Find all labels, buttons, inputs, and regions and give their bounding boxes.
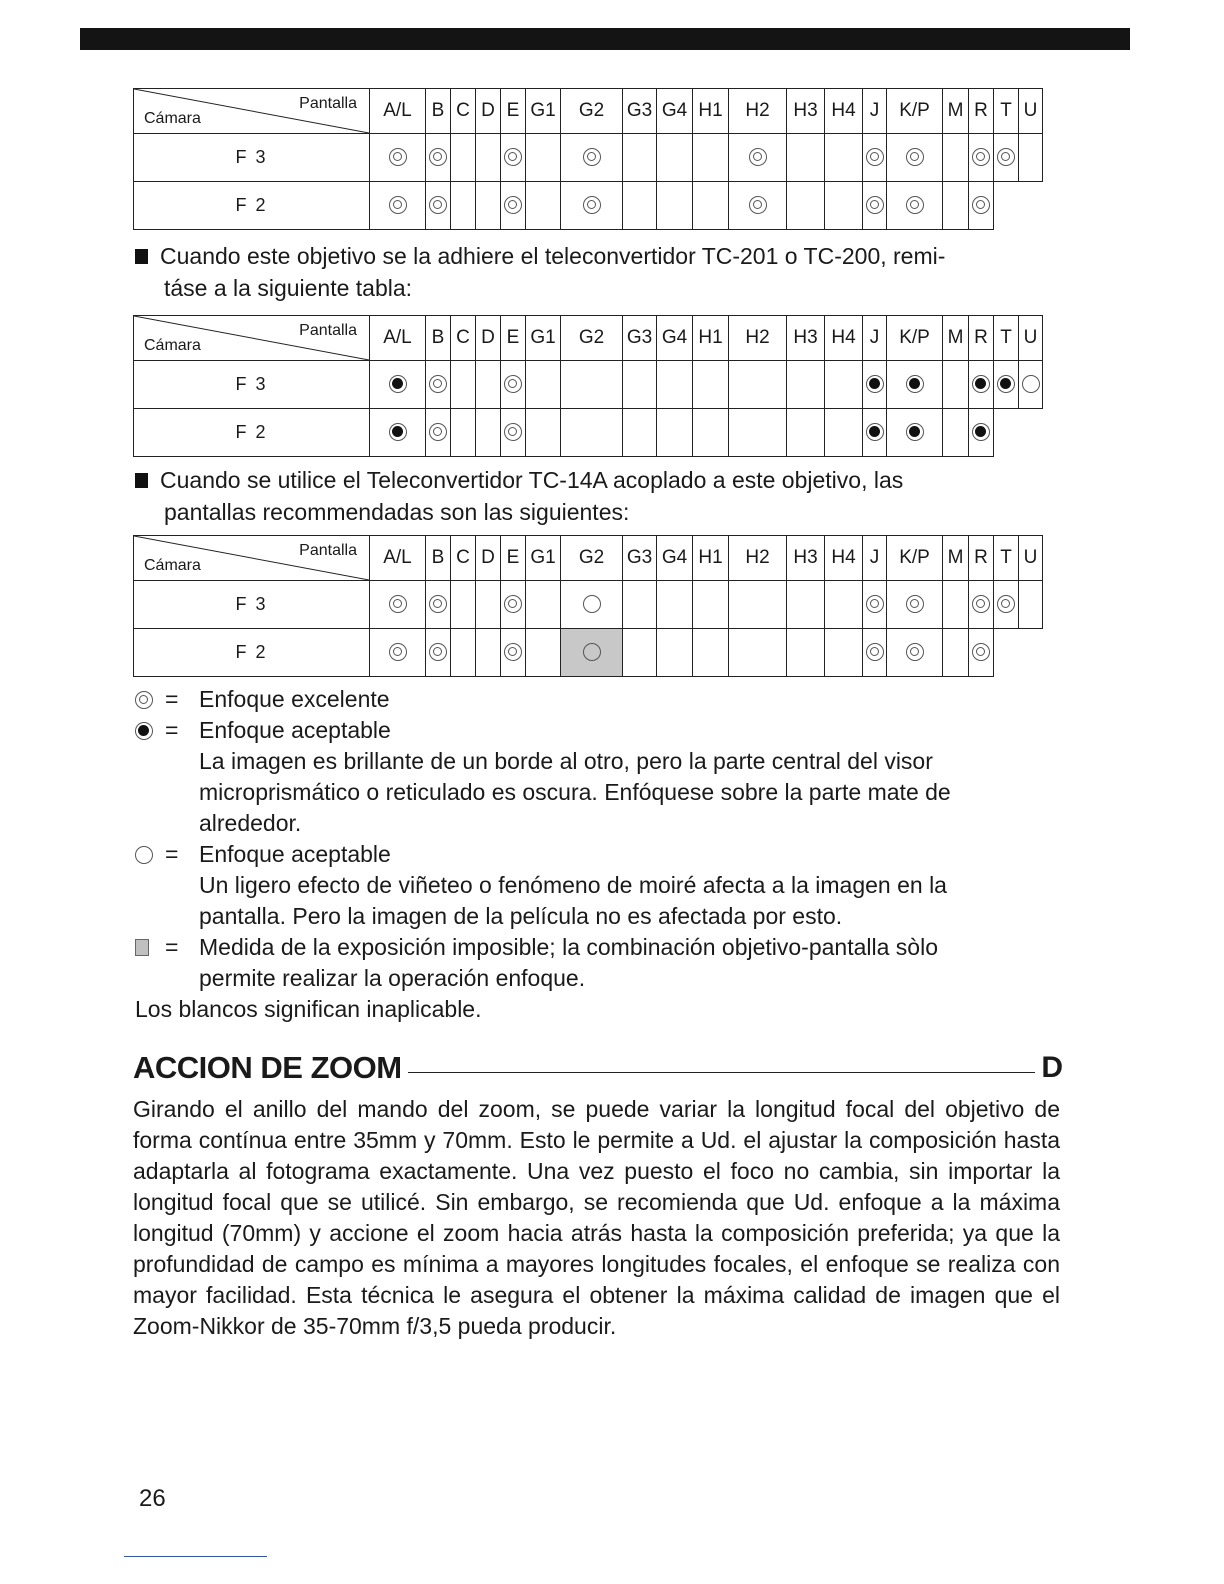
cell-r [969, 581, 994, 629]
cell-g3 [623, 182, 657, 230]
screen-header-u: U [1019, 89, 1043, 134]
excellent-focus-icon [389, 643, 407, 661]
camera-name: F 2 [134, 182, 370, 230]
cell-b [426, 361, 451, 409]
cell-c [451, 182, 476, 230]
camera-name: F 3 [134, 581, 370, 629]
cell-b [426, 134, 451, 182]
legend [135, 684, 1075, 1025]
legend-shaded: Medida de la exposición imposible; la combinación objetivo-pantalla sòlo [199, 934, 938, 960]
cell-g3 [623, 581, 657, 629]
screen-header-b: B [426, 536, 451, 581]
cell-u [1019, 361, 1043, 409]
screen-header-r: R [969, 536, 994, 581]
legend-dark-desc-3: alrededor. [199, 810, 302, 836]
cell-j [863, 409, 887, 457]
cell-m [943, 182, 969, 230]
screen-header-t: T [994, 316, 1019, 361]
screen-header-g4: G4 [657, 316, 693, 361]
cell-j [863, 629, 887, 677]
acceptable-focus-filled-icon [389, 375, 407, 393]
screen-header-m: M [943, 89, 969, 134]
cell-b [426, 409, 451, 457]
cell-r [969, 409, 994, 457]
table-corner-cell [134, 536, 370, 581]
screen-header-e: E [501, 316, 526, 361]
cell-e [501, 629, 526, 677]
cell-h3 [787, 361, 825, 409]
cell-g2 [561, 134, 623, 182]
cell-d [476, 361, 501, 409]
excellent-focus-icon [504, 375, 522, 393]
equals-sign: = [165, 841, 179, 867]
screen-header-h1: H1 [693, 316, 729, 361]
cell-r [969, 134, 994, 182]
screen-header-d: D [476, 536, 501, 581]
cell-g3 [623, 361, 657, 409]
cell-a-l [370, 581, 426, 629]
cell-h4 [825, 182, 863, 230]
excellent-focus-icon [866, 595, 884, 613]
acceptable-focus-filled-icon [972, 375, 990, 393]
cell-e [501, 134, 526, 182]
acceptable-focus-filled-icon [906, 375, 924, 393]
cell-h2 [729, 581, 787, 629]
excellent-focus-icon [504, 148, 522, 166]
note-tc201-line2: táse a la siguiente tabla: [164, 275, 413, 301]
cell-h4 [825, 409, 863, 457]
cell-u [1019, 629, 1043, 677]
excellent-focus-icon [429, 148, 447, 166]
screen-header-g1: G1 [526, 536, 561, 581]
acceptable-focus-filled-icon [997, 375, 1015, 393]
screen-header-g3: G3 [623, 536, 657, 581]
legend-acceptable-open: Enfoque aceptable [199, 841, 391, 867]
excellent-focus-icon [135, 691, 153, 709]
screen-header-j: J [863, 536, 887, 581]
cell-k-p [887, 134, 943, 182]
excellent-focus-icon [906, 196, 924, 214]
screen-header-h4: H4 [825, 89, 863, 134]
screen-header-d: D [476, 89, 501, 134]
camera-name: F 3 [134, 361, 370, 409]
note-tc201 [135, 240, 1075, 304]
acceptable-focus-filled-icon [866, 423, 884, 441]
cell-g1 [526, 581, 561, 629]
screen-header-g3: G3 [623, 89, 657, 134]
page-number: 26 [139, 1485, 166, 1512]
excellent-focus-icon [504, 643, 522, 661]
section-letter: D [1041, 1051, 1063, 1084]
cell-t [994, 182, 1019, 230]
screen-header-g4: G4 [657, 89, 693, 134]
equals-sign: = [165, 686, 179, 712]
screen-header-m: M [943, 536, 969, 581]
cell-m [943, 581, 969, 629]
cell-h1 [693, 182, 729, 230]
zoom-paragraph: Girando el anillo del mando del zoom, se puede variar la longitud focal del objetivo de forma contínua entre 35mm y 70mm. Esto le permite a Ud. el ajustar la composición hasta adaptarla al fotograma exactamente. Una vez puesto el foco no cambia, sin importar la longitud focal que se utilicé. Sin embargo, se recomienda que Ud. enfoque a la máxima longitud (70mm) y accione el zoom hacia atrás hasta la composición preferida; ya que la profundidad de campo es mínima a mayores longitudes focales, el enfoque se realiza con mayor facilidad. Esta técnica le asegura el obtener la máxima calidad de imagen que el Zoom-Nikkor de 35-70mm f/3,5 pueda producir. [133, 1096, 1060, 1339]
excellent-focus-icon [972, 643, 990, 661]
cell-c [451, 134, 476, 182]
equals-sign: = [165, 934, 179, 960]
cell-h4 [825, 629, 863, 677]
cell-g1 [526, 182, 561, 230]
excellent-focus-icon [583, 196, 601, 214]
cell-g4 [657, 361, 693, 409]
cell-m [943, 134, 969, 182]
screen-header-t: T [994, 536, 1019, 581]
excellent-focus-icon [389, 148, 407, 166]
excellent-focus-icon [749, 148, 767, 166]
cell-g2 [561, 361, 623, 409]
cell-h4 [825, 134, 863, 182]
screen-header-j: J [863, 89, 887, 134]
excellent-focus-icon [866, 196, 884, 214]
cell-t [994, 581, 1019, 629]
camera-name: F 2 [134, 409, 370, 457]
screen-header-r: R [969, 89, 994, 134]
screen-header-u: U [1019, 316, 1043, 361]
cell-t [994, 134, 1019, 182]
cell-h3 [787, 409, 825, 457]
excellent-focus-icon [997, 595, 1015, 613]
cell-g4 [657, 182, 693, 230]
legend-shaded-cont: permite realizar la operación enfoque. [199, 965, 586, 991]
cell-c [451, 581, 476, 629]
screen-header-g1: G1 [526, 89, 561, 134]
cell-m [943, 629, 969, 677]
screen-header-j: J [863, 316, 887, 361]
cell-c [451, 629, 476, 677]
note-tc201-line1: Cuando este objetivo se la adhiere el teleconvertidor TC-201 o TC-200, remi- [160, 243, 946, 269]
cell-g4 [657, 629, 693, 677]
legend-blanks: Los blancos significan inaplicable. [135, 996, 482, 1022]
note-tc14a-line2: pantallas recommendadas son las siguientes: [164, 499, 630, 525]
section-heading [133, 1046, 1063, 1090]
cell-b [426, 182, 451, 230]
cell-j [863, 581, 887, 629]
heading-rule [408, 1072, 1036, 1073]
acceptable-focus-open-icon [583, 595, 601, 613]
cell-g2 [561, 629, 623, 677]
cell-e [501, 409, 526, 457]
excellent-focus-icon [389, 595, 407, 613]
header-pantalla: Pantalla [299, 542, 357, 559]
excellent-focus-icon [504, 423, 522, 441]
cell-j [863, 182, 887, 230]
cell-e [501, 361, 526, 409]
excellent-focus-icon [906, 595, 924, 613]
cell-a-l [370, 182, 426, 230]
screen-header-m: M [943, 316, 969, 361]
screen-header-h1: H1 [693, 89, 729, 134]
cell-d [476, 629, 501, 677]
cell-d [476, 134, 501, 182]
table-header-row [134, 89, 1043, 134]
screen-header-e: E [501, 536, 526, 581]
screen-header-h2: H2 [729, 89, 787, 134]
acceptable-focus-open-icon [1022, 375, 1040, 393]
table-row [134, 629, 1043, 677]
screen-header-k-p: K/P [887, 536, 943, 581]
cell-g1 [526, 629, 561, 677]
screen-header-h4: H4 [825, 536, 863, 581]
bullet-square [135, 473, 148, 488]
focusing-screen-table-1 [133, 88, 1043, 230]
focusing-screen-table-3 [133, 535, 1043, 677]
cell-h3 [787, 629, 825, 677]
cell-j [863, 134, 887, 182]
excellent-focus-icon [429, 196, 447, 214]
cell-a-l [370, 409, 426, 457]
excellent-focus-icon [997, 148, 1015, 166]
cell-g1 [526, 134, 561, 182]
cell-h2 [729, 134, 787, 182]
screen-header-h2: H2 [729, 316, 787, 361]
cell-h1 [693, 134, 729, 182]
cell-k-p [887, 361, 943, 409]
cell-h1 [693, 361, 729, 409]
cell-t [994, 361, 1019, 409]
screen-header-h3: H3 [787, 316, 825, 361]
legend-excellent: Enfoque excelente [199, 686, 390, 712]
cell-h2 [729, 361, 787, 409]
screen-header-g2: G2 [561, 316, 623, 361]
cell-h3 [787, 581, 825, 629]
cell-h4 [825, 361, 863, 409]
screen-header-b: B [426, 89, 451, 134]
excellent-focus-icon [504, 595, 522, 613]
cell-g1 [526, 361, 561, 409]
header-camara: Cámara [144, 557, 201, 574]
screen-header-k-p: K/P [887, 316, 943, 361]
acceptable-focus-filled-icon [906, 423, 924, 441]
cell-d [476, 409, 501, 457]
cell-m [943, 361, 969, 409]
camera-name: F 2 [134, 629, 370, 677]
excellent-focus-icon [972, 595, 990, 613]
cell-g2 [561, 409, 623, 457]
cell-k-p [887, 629, 943, 677]
excellent-focus-icon [389, 196, 407, 214]
excellent-focus-icon [972, 148, 990, 166]
table-row [134, 361, 1043, 409]
cell-b [426, 629, 451, 677]
cell-g3 [623, 409, 657, 457]
cell-g2 [561, 581, 623, 629]
screen-header-u: U [1019, 536, 1043, 581]
acceptable-focus-filled-icon [866, 375, 884, 393]
header-camara: Cámara [144, 110, 201, 127]
cell-h2 [729, 409, 787, 457]
focusing-screen-table-2 [133, 315, 1043, 457]
equals-sign: = [165, 717, 179, 743]
legend-dark-desc-2: microprismático o reticulado es oscura. Enfóquese sobre la parte mate de [199, 779, 951, 805]
cell-c [451, 409, 476, 457]
excellent-focus-icon [429, 643, 447, 661]
acceptable-focus-open-icon [135, 846, 153, 864]
excellent-focus-icon [866, 148, 884, 166]
cell-b [426, 581, 451, 629]
acceptable-focus-filled-icon [135, 722, 153, 740]
screen-header-k-p: K/P [887, 89, 943, 134]
cell-h2 [729, 629, 787, 677]
screen-header-d: D [476, 316, 501, 361]
cell-h2 [729, 182, 787, 230]
note-tc14a [135, 464, 1075, 528]
cell-h3 [787, 182, 825, 230]
cell-r [969, 361, 994, 409]
cell-e [501, 581, 526, 629]
legend-acceptable-dark: Enfoque aceptable [199, 717, 391, 743]
cell-g4 [657, 409, 693, 457]
screen-header-a-l: A/L [370, 89, 426, 134]
excellent-focus-icon [906, 643, 924, 661]
screen-header-g3: G3 [623, 316, 657, 361]
screen-header-c: C [451, 89, 476, 134]
top-black-bar [80, 28, 1130, 50]
cell-j [863, 361, 887, 409]
footer-rule [124, 1556, 267, 1557]
cell-k-p [887, 409, 943, 457]
screen-header-h3: H3 [787, 536, 825, 581]
note-tc14a-line1: Cuando se utilice el Teleconvertidor TC-14A acoplado a este objetivo, las [160, 467, 904, 493]
table-row [134, 409, 1043, 457]
legend-dark-desc-1: La imagen es brillante de un borde al otro, pero la parte central del visor [199, 748, 933, 774]
cell-a-l [370, 629, 426, 677]
excellent-focus-icon [504, 196, 522, 214]
cell-h3 [787, 134, 825, 182]
screen-header-h3: H3 [787, 89, 825, 134]
cell-d [476, 581, 501, 629]
legend-open-desc-2: pantalla. Pero la imagen de la película no es afectada por esto. [199, 903, 843, 929]
cell-r [969, 182, 994, 230]
screen-header-e: E [501, 89, 526, 134]
cell-h1 [693, 581, 729, 629]
cell-k-p [887, 182, 943, 230]
acceptable-focus-filled-icon [389, 423, 407, 441]
screen-header-r: R [969, 316, 994, 361]
table-header-row [134, 316, 1043, 361]
acceptable-focus-open-icon [583, 643, 601, 661]
cell-h4 [825, 581, 863, 629]
cell-r [969, 629, 994, 677]
screen-header-h1: H1 [693, 536, 729, 581]
screen-header-a-l: A/L [370, 536, 426, 581]
excellent-focus-icon [429, 595, 447, 613]
excellent-focus-icon [906, 148, 924, 166]
cell-g4 [657, 134, 693, 182]
excellent-focus-icon [583, 148, 601, 166]
screen-header-c: C [451, 536, 476, 581]
table-row [134, 134, 1043, 182]
cell-k-p [887, 581, 943, 629]
table-corner-cell [134, 316, 370, 361]
shaded-cell-icon [135, 939, 149, 956]
section-title: ACCION DE ZOOM [133, 1050, 402, 1085]
legend-open-desc-1: Un ligero efecto de viñeteo o fenómeno de moiré afecta a la imagen en la [199, 872, 947, 898]
screen-header-g1: G1 [526, 316, 561, 361]
cell-t [994, 409, 1019, 457]
screen-header-h4: H4 [825, 316, 863, 361]
cell-g1 [526, 409, 561, 457]
cell-u [1019, 134, 1043, 182]
header-pantalla: Pantalla [299, 95, 357, 112]
cell-a-l [370, 134, 426, 182]
cell-u [1019, 581, 1043, 629]
cell-u [1019, 409, 1043, 457]
screen-header-g4: G4 [657, 536, 693, 581]
excellent-focus-icon [972, 196, 990, 214]
screen-header-g2: G2 [561, 89, 623, 134]
screen-header-g2: G2 [561, 536, 623, 581]
screen-header-t: T [994, 89, 1019, 134]
acceptable-focus-filled-icon [972, 423, 990, 441]
bullet-square [135, 249, 148, 264]
cell-h1 [693, 629, 729, 677]
table-row [134, 182, 1043, 230]
cell-t [994, 629, 1019, 677]
screen-header-c: C [451, 316, 476, 361]
header-pantalla: Pantalla [299, 322, 357, 339]
cell-a-l [370, 361, 426, 409]
cell-c [451, 361, 476, 409]
cell-g4 [657, 581, 693, 629]
excellent-focus-icon [429, 423, 447, 441]
cell-u [1019, 182, 1043, 230]
screen-header-b: B [426, 316, 451, 361]
table-header-row [134, 536, 1043, 581]
screen-header-a-l: A/L [370, 316, 426, 361]
cell-g2 [561, 182, 623, 230]
excellent-focus-icon [749, 196, 767, 214]
screen-header-h2: H2 [729, 536, 787, 581]
cell-m [943, 409, 969, 457]
cell-g3 [623, 134, 657, 182]
excellent-focus-icon [866, 643, 884, 661]
cell-h1 [693, 409, 729, 457]
header-camara: Cámara [144, 337, 201, 354]
excellent-focus-icon [429, 375, 447, 393]
cell-e [501, 182, 526, 230]
table-corner-cell [134, 89, 370, 134]
camera-name: F 3 [134, 134, 370, 182]
table-row [134, 581, 1043, 629]
cell-d [476, 182, 501, 230]
cell-g3 [623, 629, 657, 677]
